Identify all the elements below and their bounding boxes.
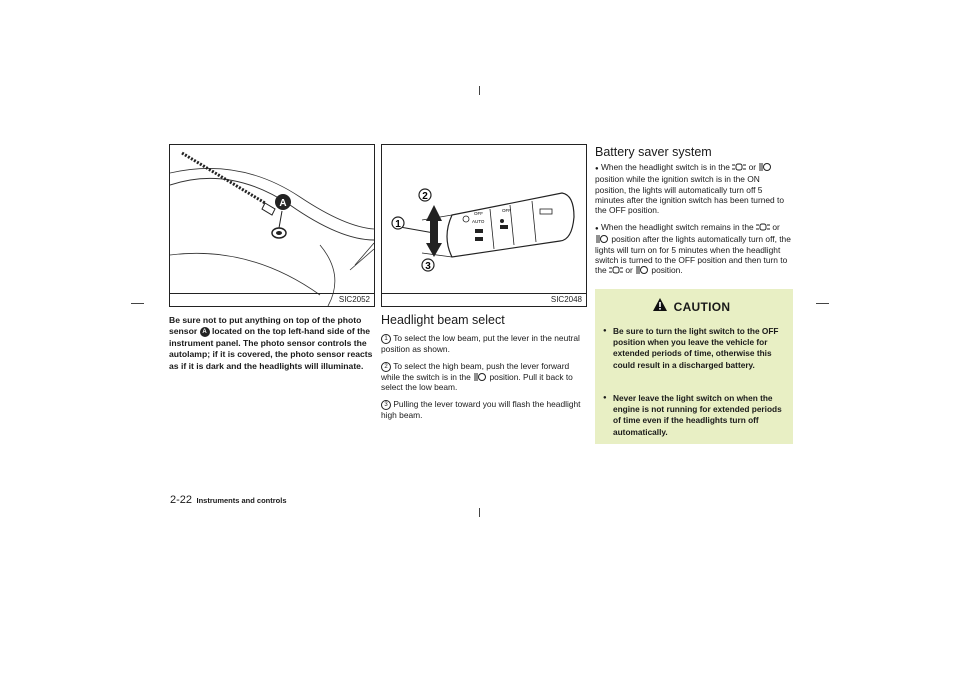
item-number: 3	[381, 400, 391, 410]
bullet2-text-b: or	[772, 222, 780, 232]
beam-item-2	[381, 361, 581, 393]
item-text: To select the low beam, put the lever in the neutral position as shown.	[381, 333, 580, 354]
crop-mark-left	[131, 303, 144, 304]
marker-a: A	[200, 327, 210, 337]
crop-mark-right	[816, 303, 829, 304]
item-number: 1	[381, 334, 391, 344]
battery-saver-heading: Battery saver system	[595, 145, 712, 159]
item-number: 2	[381, 362, 391, 372]
bullet1-text-a: When the headlight switch is in the	[600, 162, 730, 172]
headlight-icon	[473, 373, 487, 381]
page-footer	[170, 490, 287, 508]
beam-item-1	[381, 333, 581, 354]
crop-mark-bottom	[479, 508, 480, 517]
crop-mark-top	[479, 86, 480, 95]
photo-sensor-warning	[169, 315, 373, 372]
headlight-icon	[758, 163, 772, 171]
caution-text-2: Never leave the light switch on when the engine is not running for extended periods of time even if the headlights turn off automatically.	[613, 393, 782, 437]
bullet: ●	[595, 226, 599, 232]
battery-bullet-1	[595, 162, 793, 215]
caution-title: CAUTION	[673, 300, 731, 314]
warning-text-a: Be sure not to put anything on top of the photo sensor	[169, 315, 362, 337]
bullet1-text-c: position while the ignition switch is in the ON position, the lights will automatically turn off 5 minutes after the ignition switch has been turned to the OFF position.	[595, 174, 785, 216]
warning-text-b: located on the top left-hand side of the instrument panel. The photo sensor controls the autolamp; if it is covered, the photo sensor reacts as if it is dark and the headlights will illuminate.	[169, 326, 373, 371]
parking-light-icon	[609, 266, 623, 274]
switch-label-off: OFF	[474, 211, 483, 216]
item-text: Pulling the lever toward you will flash the headlight high beam.	[381, 399, 581, 420]
item-text-b: position. Pull it back to select the low beam.	[381, 372, 573, 393]
bullet1-text-b: or	[748, 162, 757, 172]
headlight-icon	[595, 235, 609, 243]
dashboard-illustration	[170, 145, 374, 306]
beam-item-3	[381, 399, 581, 420]
figure-photo-sensor	[169, 144, 375, 307]
caution-box	[595, 289, 793, 444]
caution-text-1: Be sure to turn the light switch to the OFF position when you leave the vehicle for extended periods of time, otherwise this could result in a discharged battery.	[613, 326, 779, 370]
page-number: 2-22	[170, 494, 193, 506]
item-text-a: To select the high beam, push the lever forward while the switch is in the	[381, 361, 570, 382]
parking-light-icon	[756, 223, 770, 231]
switch-label-auto: AUTO	[472, 219, 485, 224]
figure-rule	[382, 293, 586, 294]
callout-1-label: 1	[395, 219, 401, 230]
bullet2-text-e: position.	[651, 265, 683, 276]
callout-a-label: A	[279, 198, 287, 209]
bullet: ●	[603, 328, 607, 334]
callout-2-label: 2	[422, 191, 428, 202]
section-title: Instruments and controls	[196, 496, 287, 505]
bullet: ●	[595, 166, 599, 172]
switch-label-off-2: OFF	[502, 208, 511, 213]
callout-3-label: 3	[425, 261, 431, 272]
bullet: ●	[603, 395, 607, 401]
headlight-beam-heading: Headlight beam select	[381, 313, 505, 327]
figure-rule	[170, 293, 374, 294]
figure-code: SIC2048	[550, 295, 582, 304]
caution-item-1	[603, 326, 787, 371]
battery-bullet-2	[595, 222, 793, 275]
bullet2-text-d: or	[625, 265, 633, 276]
figure-code: SIC2052	[338, 295, 370, 304]
headlight-icon	[635, 266, 649, 274]
bullet2-text-a: When the headlight switch remains in the	[600, 222, 754, 232]
lever-illustration	[382, 145, 586, 306]
bullet2-text-c: position after the lights automatically turn off, the lights will turn on for 5 minutes when the headlight switch is turned to the OFF position and then turn to the	[595, 234, 791, 276]
parking-light-icon	[732, 163, 746, 171]
figure-headlight-lever	[381, 144, 587, 307]
caution-item-2	[603, 393, 787, 438]
